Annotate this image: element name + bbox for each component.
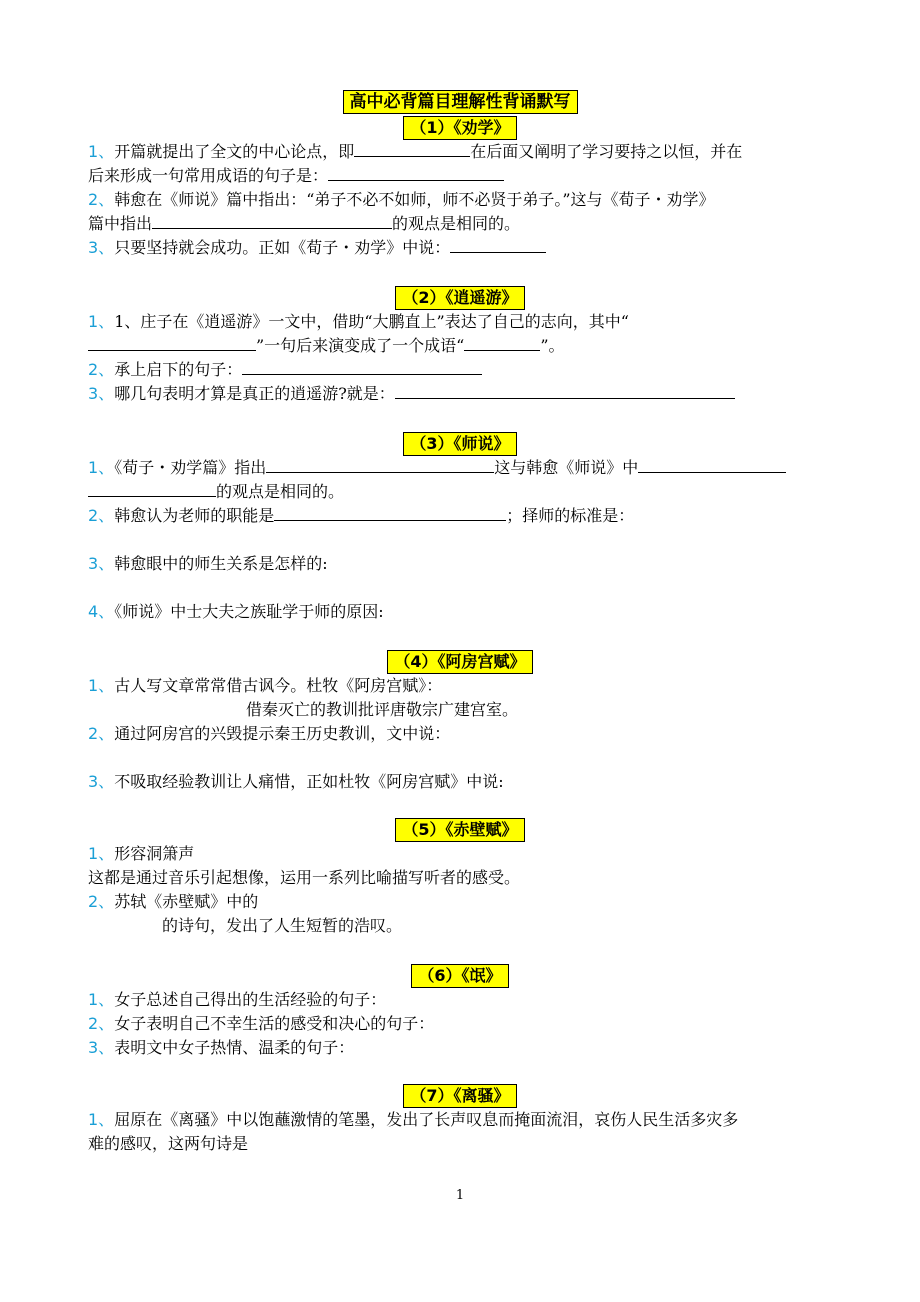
- question-text: 的诗句，发出了人生短暂的浩叹。: [162, 916, 403, 935]
- question-text: 的观点是相同的。: [392, 214, 521, 233]
- answer-blank[interactable]: [328, 164, 504, 181]
- question-text: 韩愈眼中的师生关系是怎样的:: [114, 554, 328, 573]
- question-number: 3、: [88, 772, 115, 791]
- section-heading-6-wrap: [0, 964, 920, 988]
- answer-blank[interactable]: [354, 140, 470, 157]
- question-line: [88, 480, 838, 504]
- question-line: [88, 890, 838, 914]
- answer-blank[interactable]: [88, 334, 256, 351]
- question-line: [88, 164, 838, 188]
- question-text: 不吸取经验教训让人痛惜，正如杜牧《阿房宫赋》中说:: [114, 772, 504, 791]
- question-text: 借秦灭亡的教训批评唐敬宗广建宫室。: [246, 700, 519, 719]
- section-heading: （3）《师说》: [403, 432, 516, 456]
- answer-blank[interactable]: [638, 456, 786, 473]
- question-line: [88, 1012, 838, 1036]
- question-line: [88, 188, 838, 212]
- question-number: 2、: [88, 190, 115, 209]
- question-text: 开篇就提出了全文的中心论点，即: [114, 142, 355, 161]
- question-number: 3、: [88, 238, 115, 257]
- answer-blank[interactable]: [266, 456, 494, 473]
- question-text: 通过阿房宫的兴毁提示秦王历史教训，文中说：: [114, 724, 451, 743]
- question-line: [88, 140, 838, 164]
- question-number: 2、: [88, 506, 115, 525]
- question-text: 承上启下的句子：: [114, 360, 243, 379]
- section-heading-1-wrap: [0, 116, 920, 140]
- section-heading: （1）《劝学》: [403, 116, 516, 140]
- question-text: 这与韩愈《师说》中: [494, 458, 639, 477]
- question-line: [88, 382, 838, 406]
- question-line: [88, 722, 838, 746]
- answer-blank[interactable]: [274, 504, 506, 521]
- section-heading: （4）《阿房宫赋》: [387, 650, 532, 674]
- question-text: 形容洞箫声: [114, 844, 195, 863]
- document-title-wrap: [0, 90, 920, 114]
- question-line: [88, 552, 838, 576]
- question-text: 《荀子・劝学篇》指出: [114, 458, 267, 477]
- question-line: [88, 358, 838, 382]
- question-text: 表明文中女子热情、温柔的句子：: [114, 1038, 355, 1057]
- answer-blank[interactable]: [242, 358, 482, 375]
- question-line: [88, 1132, 838, 1156]
- question-text: 屈原在《离骚》中以饱蘸激情的笔墨，发出了长声叹息而掩面流泪，哀伤人民生活多灾多: [114, 1110, 739, 1129]
- document-title: 高中必背篇目理解性背诵默写: [343, 90, 578, 114]
- question-line: [162, 914, 762, 938]
- answer-blank[interactable]: [152, 212, 392, 229]
- section-heading-4-wrap: [0, 650, 920, 674]
- question-number: 3、: [88, 554, 115, 573]
- question-number: 2、: [88, 724, 115, 743]
- question-text: 篇中指出: [88, 214, 153, 233]
- question-line: [88, 866, 838, 890]
- question-line: [246, 698, 846, 722]
- question-line: [88, 456, 838, 480]
- question-number: 4、: [88, 602, 115, 621]
- question-line: [88, 770, 838, 794]
- question-line: [88, 1108, 838, 1132]
- question-line: [88, 1036, 838, 1060]
- question-text: ；择师的标准是：: [506, 506, 635, 525]
- question-text: ”一句后来演变成了一个成语“: [256, 336, 465, 355]
- question-text: 只要坚持就会成功。正如《荀子・劝学》中说：: [114, 238, 451, 257]
- question-text: 苏轼《赤壁赋》中的: [114, 892, 259, 911]
- question-text: 1、庄子在《逍遥游》一文中，借助“大鹏直上”表达了自己的志向，其中“: [114, 312, 629, 331]
- section-heading: （6）《氓》: [411, 964, 508, 988]
- section-heading: （5）《赤壁赋》: [395, 818, 524, 842]
- question-number: 1、: [88, 676, 115, 695]
- question-line: [88, 674, 838, 698]
- question-text: 的观点是相同的。: [216, 482, 345, 501]
- question-line: [88, 600, 838, 624]
- question-number: 1、: [88, 458, 115, 477]
- question-text: 难的感叹，这两句诗是: [88, 1134, 249, 1153]
- question-number: 2、: [88, 360, 115, 379]
- question-number: 1、: [88, 142, 115, 161]
- question-line: [88, 310, 838, 334]
- question-text: 这都是通过音乐引起想像，运用一系列比喻描写听者的感受。: [88, 868, 521, 887]
- answer-blank[interactable]: [450, 236, 546, 253]
- question-text: 在后面又阐明了学习要持之以恒，并在: [470, 142, 743, 161]
- question-number: 1、: [88, 312, 115, 331]
- section-heading: （2）《逍遥游》: [395, 286, 524, 310]
- question-number: 2、: [88, 892, 115, 911]
- question-number: 3、: [88, 1038, 115, 1057]
- question-text: 后来形成一句常用成语的句子是：: [88, 166, 329, 185]
- question-text: 韩愈认为老师的职能是: [114, 506, 275, 525]
- question-text: 哪几句表明才算是真正的逍遥游?就是：: [114, 384, 395, 403]
- question-line: [88, 842, 838, 866]
- section-heading-5-wrap: [0, 818, 920, 842]
- question-line: [88, 504, 838, 528]
- answer-blank[interactable]: [464, 334, 540, 351]
- question-number: 3、: [88, 384, 115, 403]
- section-heading-7-wrap: [0, 1084, 920, 1108]
- section-heading-3-wrap: [0, 432, 920, 456]
- question-number: 1、: [88, 844, 115, 863]
- question-text: 《师说》中士大夫之族耻学于师的原因:: [114, 602, 384, 621]
- question-text: 韩愈在《师说》篇中指出：“弟子不必不如师，师不必贤于弟子。”这与《荀子・劝学》: [114, 190, 715, 209]
- question-line: [88, 212, 838, 236]
- question-line: [88, 334, 838, 358]
- question-text: 古人写文章常常借古讽今。杜牧《阿房宫赋》：: [114, 676, 443, 695]
- answer-blank[interactable]: [395, 382, 735, 399]
- question-number: 1、: [88, 990, 115, 1009]
- question-number: 2、: [88, 1014, 115, 1033]
- question-line: [88, 988, 838, 1012]
- question-number: 1、: [88, 1110, 115, 1129]
- answer-blank[interactable]: [88, 480, 216, 497]
- question-text: 女子总述自己得出的生活经验的句子：: [114, 990, 387, 1009]
- question-line: [88, 236, 838, 260]
- question-text: 女子表明自己不幸生活的感受和决心的句子：: [114, 1014, 435, 1033]
- page-number: 1: [455, 1188, 465, 1203]
- section-heading-2-wrap: [0, 286, 920, 310]
- question-text: ”。: [540, 336, 565, 355]
- section-heading: （7）《离骚》: [403, 1084, 516, 1108]
